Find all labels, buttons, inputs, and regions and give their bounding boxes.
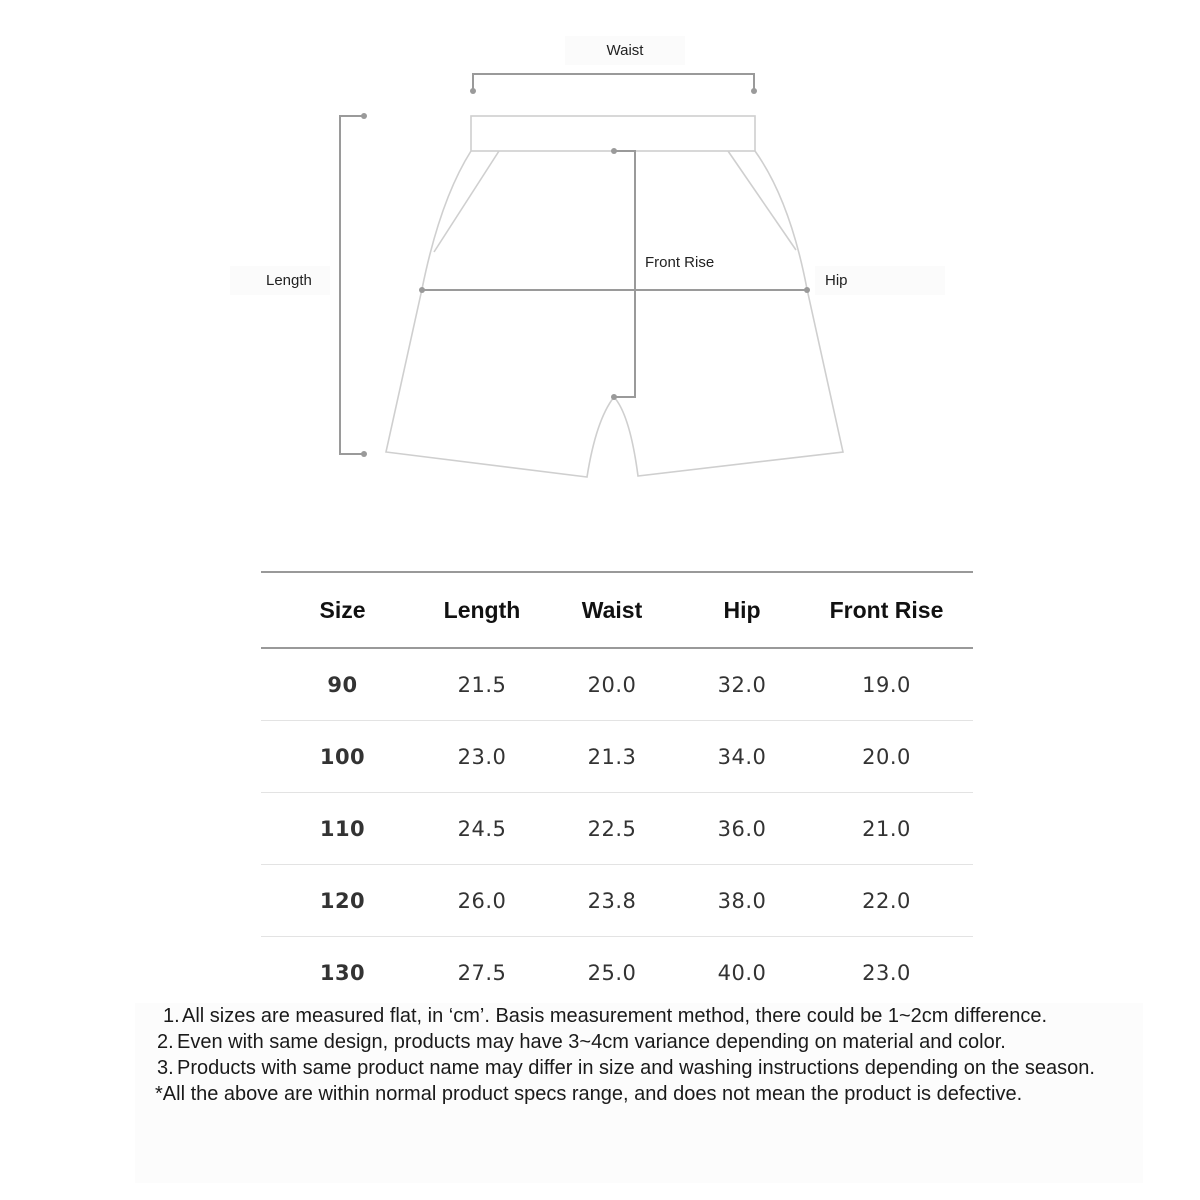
disclaimer-text: *All the above are within normal product specs range, and does not mean the product is defective. <box>155 1083 1023 1105</box>
table-row <box>261 793 973 865</box>
note-item <box>135 1055 1143 1081</box>
header-size: Size <box>261 572 424 648</box>
hip-label: Hip <box>815 266 945 295</box>
cell-length: 24.5 <box>424 793 540 865</box>
cell-size: 110 <box>261 793 424 865</box>
cell-front-rise: 21.0 <box>800 793 973 865</box>
note-item <box>135 1003 1143 1029</box>
cell-size: 100 <box>261 721 424 793</box>
table-row <box>261 648 973 721</box>
size-chart-table <box>261 571 973 1010</box>
shorts-outline <box>386 116 843 477</box>
cell-size: 130 <box>261 937 424 1010</box>
cell-hip: 34.0 <box>684 721 800 793</box>
note-text: Even with same design, products may have 3~4cm variance depending on material and color. <box>177 1031 1006 1053</box>
cell-hip: 40.0 <box>684 937 800 1010</box>
size-notes <box>135 1003 1143 1183</box>
length-label: Length <box>230 266 330 295</box>
shorts-measurement-diagram <box>0 0 1200 520</box>
table-row <box>261 865 973 937</box>
cell-waist: 21.3 <box>540 721 684 793</box>
cell-hip: 38.0 <box>684 865 800 937</box>
cell-front-rise: 20.0 <box>800 721 973 793</box>
note-number: 2. <box>157 1031 174 1053</box>
waist-measure-line <box>470 74 757 94</box>
table-row <box>261 721 973 793</box>
cell-front-rise: 19.0 <box>800 648 973 721</box>
table-row <box>261 937 973 1010</box>
cell-waist: 20.0 <box>540 648 684 721</box>
cell-size: 90 <box>261 648 424 721</box>
cell-front-rise: 23.0 <box>800 937 973 1010</box>
note-number: 3. <box>157 1057 174 1079</box>
front-rise-measure-line <box>611 148 635 400</box>
shorts-diagram-svg <box>0 0 1200 520</box>
cell-front-rise: 22.0 <box>800 865 973 937</box>
cell-length: 23.0 <box>424 721 540 793</box>
note-text: Products with same product name may differ in size and washing instructions depending on the season. <box>177 1057 1095 1079</box>
cell-length: 27.5 <box>424 937 540 1010</box>
header-length: Length <box>424 572 540 648</box>
cell-length: 26.0 <box>424 865 540 937</box>
cell-length: 21.5 <box>424 648 540 721</box>
cell-size: 120 <box>261 865 424 937</box>
front-rise-label: Front Rise <box>645 254 715 271</box>
waist-label: Waist <box>565 36 685 65</box>
cell-waist: 23.8 <box>540 865 684 937</box>
header-hip: Hip <box>684 572 800 648</box>
note-item <box>135 1029 1143 1055</box>
note-text: All sizes are measured flat, in ‘cm’. Basis measurement method, there could be 1~2cm difference. <box>182 1005 1048 1027</box>
length-measure-line <box>340 113 367 457</box>
header-front-rise: Front Rise <box>800 572 973 648</box>
cell-hip: 32.0 <box>684 648 800 721</box>
cell-waist: 25.0 <box>540 937 684 1010</box>
cell-waist: 22.5 <box>540 793 684 865</box>
header-waist: Waist <box>540 572 684 648</box>
table-header-row <box>261 572 973 648</box>
cell-hip: 36.0 <box>684 793 800 865</box>
hip-measure-line <box>419 287 810 293</box>
note-number: 1. <box>163 1005 180 1027</box>
